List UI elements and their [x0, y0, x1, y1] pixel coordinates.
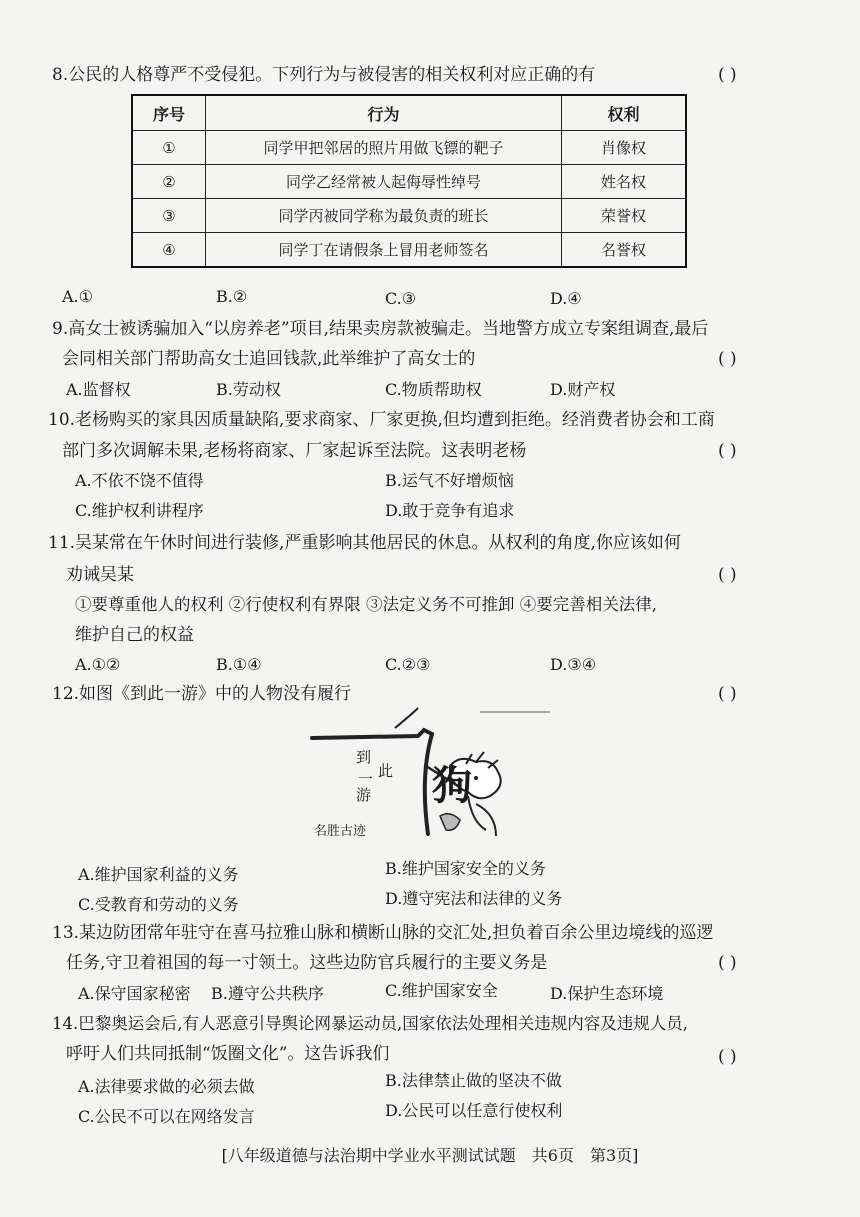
q13-option-d: D.保护生态环境	[550, 984, 664, 1003]
q14-option-a: A.法律要求做的必须去做	[78, 1077, 255, 1096]
q8-answer-paren: ( )	[718, 65, 737, 85]
q8-option-d: D.④	[550, 289, 582, 308]
q8-table	[131, 94, 687, 268]
q9-option-d: D.财产权	[550, 380, 616, 399]
table-cell: 同学丁在请假条上冒用老师签名	[206, 233, 562, 268]
q8-col-header: 序号	[132, 95, 206, 131]
q8-option-b: B.②	[216, 287, 248, 306]
q9-answer-paren: ( )	[718, 349, 737, 369]
q14-line1: 14.巴黎奥运会后,有人恶意引导舆论网暴运动员,国家依法处理相关违规内容及违规人员,	[52, 1014, 688, 1033]
q11-items-line2: 维护自己的权益	[75, 625, 194, 645]
q9-option-c: C.物质帮助权	[385, 380, 482, 399]
q12-answer-paren: ( )	[718, 684, 737, 704]
q9-line1: 9.高女士被诱骗加入“以房养老”项目,结果卖房款被骗走。当地警方成立专案组调查,最后	[52, 319, 709, 339]
q10-option-c: C.维护权利讲程序	[75, 501, 204, 520]
q12-cartoon	[300, 706, 560, 846]
q10-line1: 10.老杨购买的家具因质量缺陷,要求商家、厂家更换,但均遭到拒绝。经消费者协会和工商	[48, 410, 715, 430]
q13-answer-paren: ( )	[718, 953, 737, 973]
q13-line1: 13.某边防团常年驻守在喜马拉雅山脉和横断山脉的交汇处,担负着百余公里边境线的巡逻	[52, 923, 714, 943]
q13-option-a: A.保守国家秘密	[78, 984, 191, 1003]
q10-option-b: B.运气不好增烦恼	[385, 471, 514, 490]
q11-line2: 劝诫吴某	[66, 565, 134, 585]
table-cell: 肖像权	[562, 131, 687, 165]
table-cell: 同学丙被同学称为最负责的班长	[206, 199, 562, 233]
q11-option-b: B.①④	[216, 655, 262, 674]
table-cell: 同学甲把邻居的照片用做飞镖的靶子	[206, 131, 562, 165]
q9-option-a: A.监督权	[66, 380, 131, 399]
table-cell: ①	[132, 131, 206, 165]
table-row	[132, 165, 686, 199]
q8-col-header: 行为	[206, 95, 562, 131]
q8-option-a: A.①	[62, 287, 93, 306]
cartoon-text-dao: 到	[356, 748, 372, 766]
q8-table-header	[132, 95, 686, 131]
q12-option-c: C.受教育和劳动的义务	[78, 895, 239, 914]
page-footer: [八年级道德与法治期中学业水平测试试题 共6页 第3页]	[221, 1146, 639, 1165]
q14-option-b: B.法律禁止做的坚决不做	[385, 1071, 562, 1090]
table-cell: ④	[132, 233, 206, 268]
q11-option-c: C.②③	[385, 655, 431, 674]
q12-option-d: D.遵守宪法和法律的义务	[385, 889, 563, 908]
q10-option-a: A.不依不饶不值得	[75, 471, 204, 490]
table-cell: 荣誉权	[562, 199, 687, 233]
q8-stem: 8.公民的人格尊严不受侵犯。下列行为与被侵害的相关权利对应正确的有	[52, 65, 596, 85]
cartoon-graffiti: 狗	[432, 763, 472, 809]
table-row	[132, 131, 686, 165]
q9-line2: 会同相关部门帮助高女士追回钱款,此举维护了高女士的	[62, 349, 476, 369]
table-cell: ②	[132, 165, 206, 199]
q14-option-d: D.公民可以任意行使权利	[385, 1101, 563, 1120]
q11-items-line1: ①要尊重他人的权利 ②行使权利有界限 ③法定义务不可推卸 ④要完善相关法律,	[75, 595, 657, 614]
q14-answer-paren: ( )	[718, 1047, 737, 1067]
q11-option-d: D.③④	[550, 655, 597, 674]
q13-option-b: B.遵守公共秩序	[211, 984, 324, 1003]
q10-answer-paren: ( )	[718, 441, 737, 461]
q14-line2: 呼吁人们共同抵制“饭圈文化”。这告诉我们	[66, 1044, 390, 1064]
q12-option-b: B.维护国家安全的义务	[385, 859, 546, 878]
q13-option-c: C.维护国家安全	[385, 981, 498, 1000]
cartoon-text-you: 游	[356, 786, 372, 804]
table-cell: 名誉权	[562, 233, 687, 268]
q9-option-b: B.劳动权	[216, 380, 281, 399]
q14-option-c: C.公民不可以在网络发言	[78, 1107, 255, 1126]
q8-col-header: 权利	[562, 95, 687, 131]
cartoon-caption: 名胜古迹	[314, 824, 367, 839]
q11-option-a: A.①②	[75, 655, 121, 674]
table-row	[132, 199, 686, 233]
cartoon-text-ci: 此	[378, 762, 394, 780]
q13-line2: 任务,守卫着祖国的每一寸领土。这些边防官兵履行的主要义务是	[66, 953, 548, 973]
cartoon-text-yi: 一	[358, 770, 374, 788]
table-cell: 姓名权	[562, 165, 687, 199]
q8-option-c: C.③	[385, 289, 417, 308]
q12-stem: 12.如图《到此一游》中的人物没有履行	[52, 684, 352, 704]
q11-line1: 11.吴某常在午休时间进行装修,严重影响其他居民的休息。从权利的角度,你应该如何	[48, 533, 681, 553]
q11-answer-paren: ( )	[718, 565, 737, 585]
q10-option-d: D.敢于竞争有追求	[385, 501, 515, 520]
q12-option-a: A.维护国家利益的义务	[78, 865, 239, 884]
q10-line2: 部门多次调解未果,老杨将商家、厂家起诉至法院。这表明老杨	[62, 441, 527, 461]
table-cell: 同学乙经常被人起侮辱性绰号	[206, 165, 562, 199]
table-cell: ③	[132, 199, 206, 233]
table-row	[132, 233, 686, 268]
